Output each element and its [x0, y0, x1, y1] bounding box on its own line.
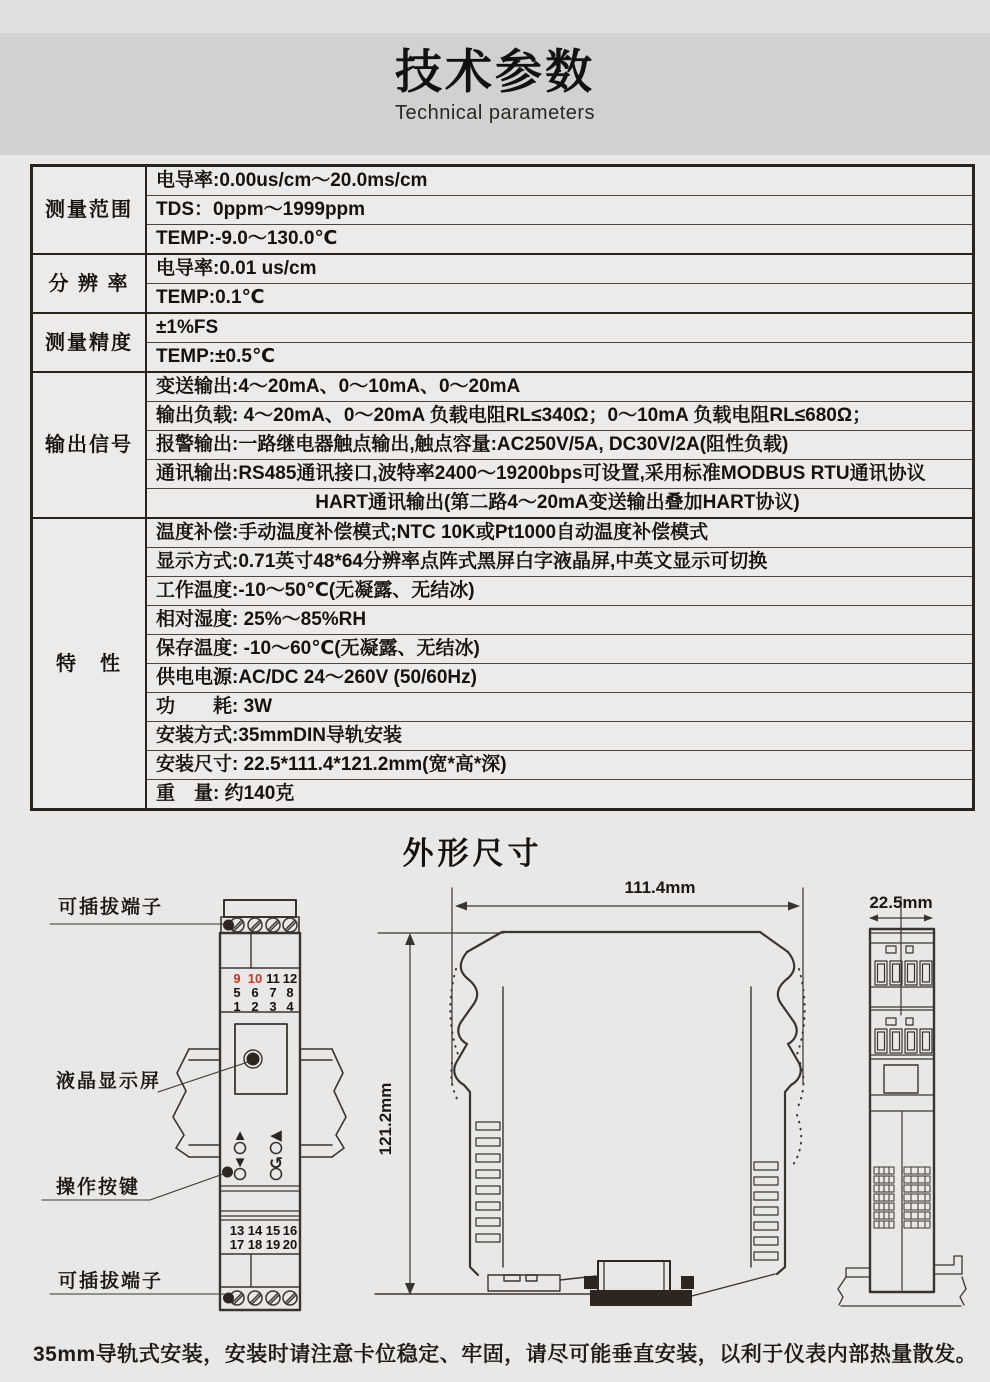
spec-group-label: 特 性	[32, 518, 147, 810]
callout-terminal-top: 可插拔端子	[58, 897, 164, 918]
table-row	[32, 577, 974, 606]
spec-group-label: 分 辨 率	[32, 254, 147, 313]
din-rail-right	[300, 1049, 346, 1157]
spec-value: 相对湿度: 25%～85%RH	[146, 606, 974, 635]
spec-value: TEMP:0.1℃	[146, 284, 974, 314]
dim-depth	[869, 897, 933, 1015]
spec-value: TDS：0ppm～1999ppm	[146, 196, 974, 225]
terminal-number: 13	[229, 1223, 245, 1238]
rotate-icon: ↺	[268, 1154, 284, 1173]
spec-group-label: 测量精度	[32, 313, 147, 372]
front-view-drawing	[42, 895, 346, 1310]
table-row	[32, 606, 974, 635]
callout-dot-top	[223, 920, 234, 931]
spec-group-label: 输出信号	[32, 372, 147, 518]
spec-value: TEMP:-9.0～130.0℃	[146, 225, 974, 255]
terminal-number: 8	[286, 985, 294, 1000]
spec-value: 温度补偿:手动温度补偿模式;NTC 10K或Pt1000自动温度补偿模式	[146, 518, 974, 548]
table-row	[32, 166, 974, 196]
title-band	[0, 33, 990, 155]
dim-width-label: 111.4mm	[624, 878, 696, 897]
rail-slider	[375, 1274, 775, 1297]
spec-value: 工作温度:-10～50℃(无凝露、无结冰)	[146, 577, 974, 606]
spec-value: 电导率:0.01 us/cm	[146, 254, 974, 284]
vent-slots-left	[476, 1122, 500, 1242]
terminal-number: 6	[251, 985, 259, 1000]
terminal-number: 15	[265, 1223, 281, 1238]
spec-value: 安装方式:35mmDIN导轨安装	[146, 722, 974, 751]
left-arrow-icon: ◀	[270, 1127, 282, 1144]
spec-value: 电导率:0.00us/cm～20.0ms/cm	[146, 166, 974, 196]
terminal-number: 7	[269, 985, 277, 1000]
outline-drawing	[0, 877, 990, 1322]
dim-depth-label: 22.5mm	[869, 893, 933, 912]
device-top-cap	[224, 900, 296, 917]
terminal-number: 3	[269, 999, 277, 1014]
table-row	[32, 402, 974, 431]
screw-terminal-bottom-icons	[230, 1291, 297, 1305]
table-row	[32, 254, 974, 284]
screw-terminal-top-icons	[230, 918, 297, 932]
din-rail-left	[173, 1049, 220, 1157]
table-row	[32, 664, 974, 693]
lcd-screen	[235, 1024, 287, 1094]
operation-keys	[233, 1127, 284, 1173]
spec-group-label: 测量范围	[32, 166, 147, 255]
terminal-number: 2	[251, 999, 259, 1014]
table-row	[32, 196, 974, 225]
terminal-number: 20	[282, 1237, 298, 1252]
terminal-number: 10	[247, 971, 263, 986]
terminal-number: 5	[233, 985, 241, 1000]
din-clip	[584, 1261, 694, 1306]
callout-lcd: 液晶显示屏	[56, 1071, 162, 1092]
terminal-number: 17	[229, 1237, 245, 1252]
spec-value: 显示方式:0.71英寸48*64分辨率点阵式黑屏白字液晶屏,中英文显示可切换	[146, 548, 974, 577]
terminal-number: 1	[233, 999, 241, 1014]
table-row	[32, 225, 974, 255]
end-window	[884, 1065, 918, 1093]
spec-value: 输出负载: 4～20mA、0～20mA 负载电阻RL≤340Ω；0～10mA 负载电阻RL≤680Ω；	[146, 402, 974, 431]
table-row	[32, 635, 974, 664]
side-view-drawing	[375, 878, 805, 1306]
table-row	[32, 431, 974, 460]
spec-value: 安装尺寸: 22.5*111.4*121.2mm(宽*高*深)	[146, 751, 974, 780]
dim-height-label: 121.2mm	[376, 1082, 395, 1156]
terminal-number: 9	[233, 971, 241, 986]
table-row	[32, 780, 974, 810]
table-row	[32, 460, 974, 489]
terminal-numbers-top	[233, 971, 297, 1014]
callout-terminal-bottom: 可插拔端子	[58, 1271, 164, 1292]
up-arrow-icon: ▲	[232, 1127, 248, 1144]
callout-dot-bottom	[223, 1293, 234, 1304]
table-row	[32, 343, 974, 373]
spec-value: ±1%FS	[146, 313, 974, 343]
down-arrow-icon: ▼	[232, 1154, 248, 1171]
outline-title: 外形尺寸	[402, 836, 543, 871]
terminal-number: 19	[265, 1237, 281, 1252]
table-row	[32, 518, 974, 548]
spec-table	[30, 164, 975, 811]
table-row	[32, 693, 974, 722]
spec-value: 功 耗: 3W	[146, 693, 974, 722]
terminal-number: 14	[247, 1223, 263, 1238]
terminal-number: 11	[266, 971, 280, 986]
table-row	[32, 489, 974, 519]
callout-keys: 操作按键	[56, 1177, 141, 1198]
spec-value: 供电电源:AC/DC 24～260V (50/60Hz)	[146, 664, 974, 693]
table-row	[32, 372, 974, 402]
terminal-number: 18	[247, 1237, 263, 1252]
table-row	[32, 313, 974, 343]
table-row	[32, 751, 974, 780]
page-title: 技术参数	[395, 45, 595, 98]
terminal-number: 4	[286, 999, 294, 1014]
footer-note: 35mm导轨式安装，安装时请注意卡位稳定、牢固，请尽可能垂直安装，以利于仪表内部热量散发。	[33, 1343, 978, 1366]
top-strip	[0, 0, 990, 33]
spec-value: 重 量: 约140克	[146, 780, 974, 810]
vent-slots-right	[754, 1162, 778, 1260]
spec-value: 报警输出:一路继电器触点输出,触点容量:AC250V/5A, DC30V/2A(阻性负载)	[146, 431, 974, 460]
end-view-drawing	[838, 893, 966, 1306]
page-subtitle: Technical parameters	[394, 101, 596, 124]
spec-value: HART通讯输出(第二路4～20mA变送输出叠加HART协议)	[146, 489, 974, 519]
terminal-number: 12	[282, 971, 298, 986]
spec-value: 保存温度: -10～60℃(无凝露、无结冰)	[146, 635, 974, 664]
callout-dot-keys	[222, 1167, 233, 1178]
table-row	[32, 284, 974, 314]
spec-value: 通讯输出:RS485通讯接口,波特率2400～19200bps可设置,采用标准MODBUS RTU通讯协议	[146, 460, 974, 489]
table-row	[32, 722, 974, 751]
spec-value: TEMP:±0.5℃	[146, 343, 974, 373]
spec-value: 变送输出:4～20mA、0～10mA、0～20mA	[146, 372, 974, 402]
profile-outline	[454, 932, 800, 1275]
terminal-number: 16	[282, 1223, 298, 1238]
terminal-numbers-bottom	[230, 1223, 297, 1252]
table-row	[32, 548, 974, 577]
dim-height	[378, 933, 504, 1295]
